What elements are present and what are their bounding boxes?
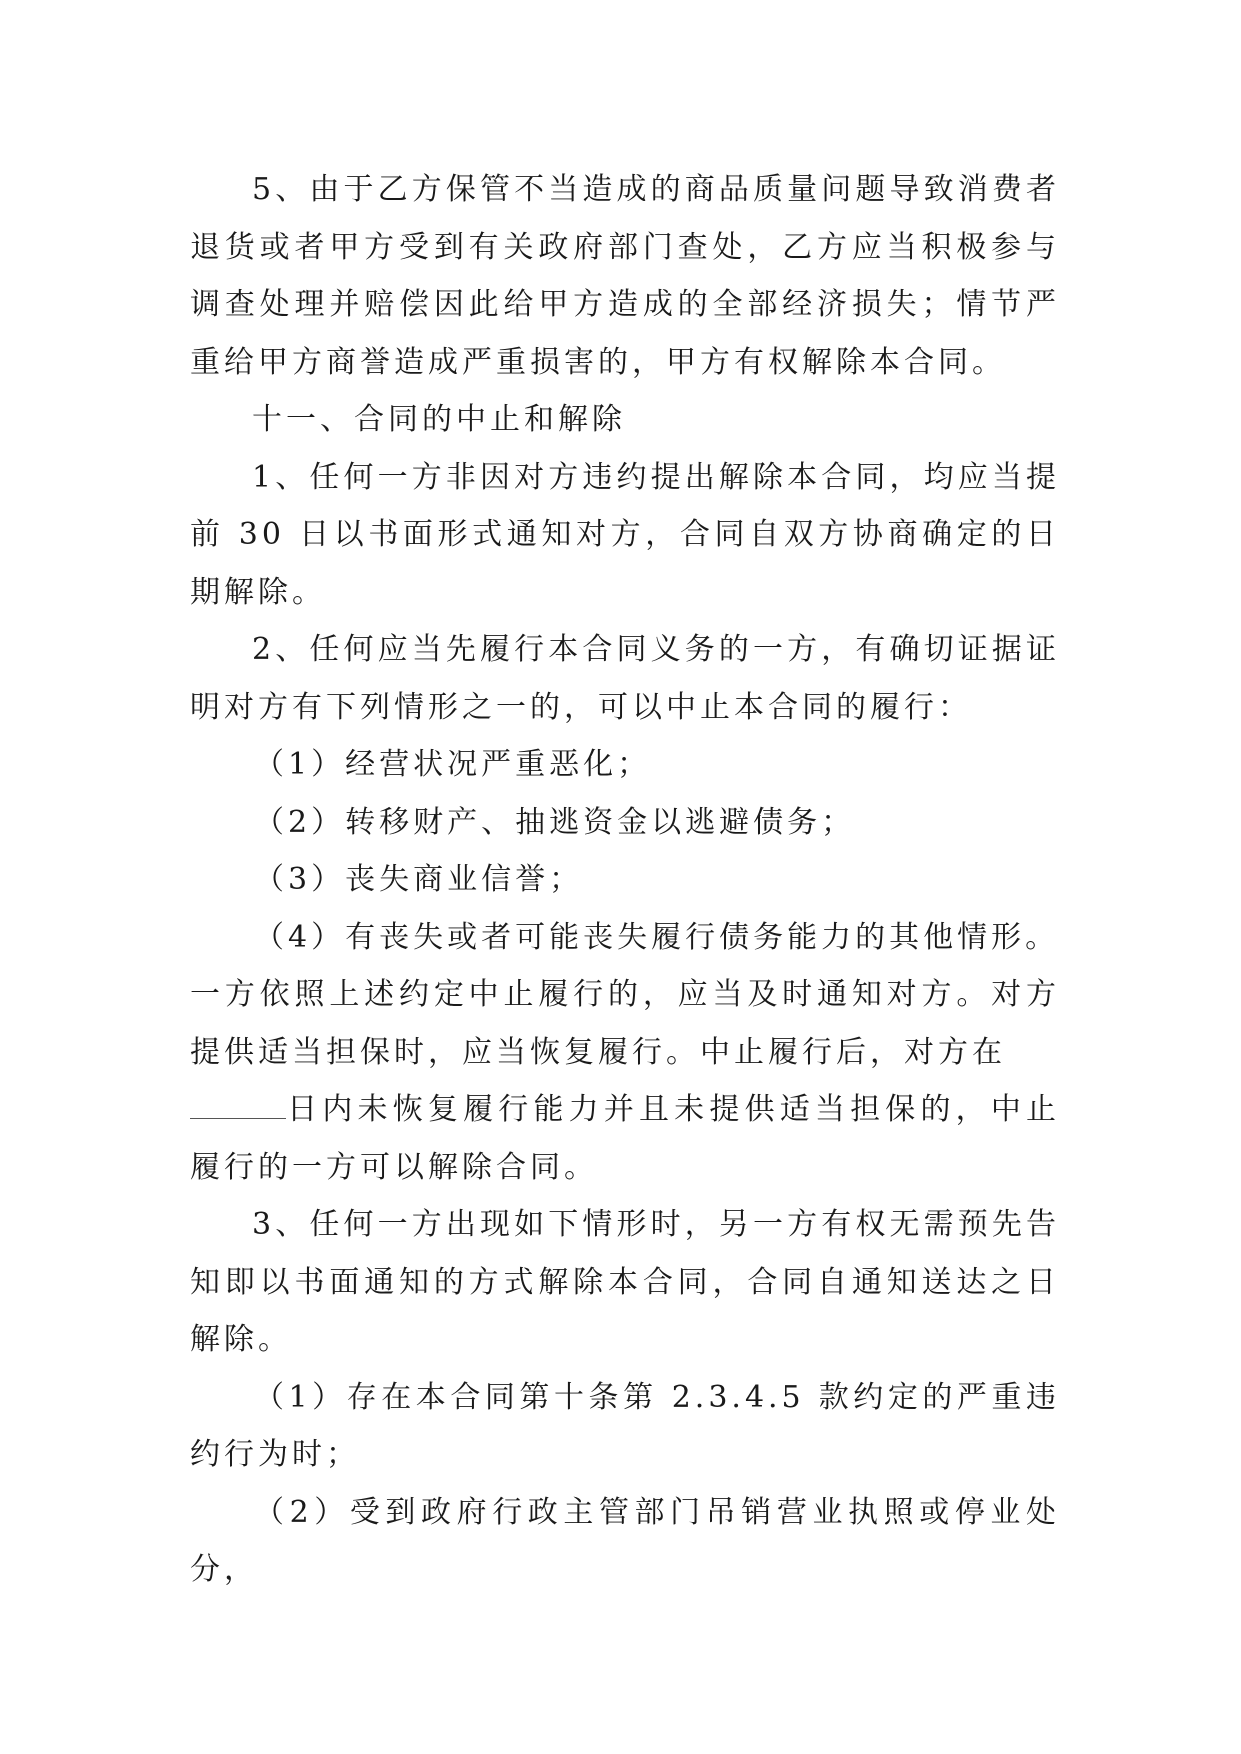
suspension-paragraph	[190, 966, 1060, 1196]
suspension-text-part-2: 日内未恢复履行能力并且未提供适当担保的，中止履行的一方可以解除合同。	[190, 1092, 1060, 1185]
section-heading-11: 十一、合同的中止和解除	[252, 402, 626, 437]
list-item: （4）有丧失或者可能丧失履行债务能力的其他情形。	[254, 919, 1060, 955]
clause-11-1: 1、任何一方非因对方违约提出解除本合同，均应当提前 30 日以书面形式通知对方，合同自双方协商确定的日期解除。	[190, 459, 1060, 610]
list-item: （2）受到政府行政主管部门吊销营业执照或停业处分，	[190, 1494, 1060, 1587]
list-item: （3）丧失商业信誉；	[254, 862, 584, 897]
list-item: （1）存在本合同第十条第 2.3.4.5 款约定的严重违约行为时；	[190, 1379, 1060, 1472]
fill-in-blank	[190, 1116, 286, 1119]
list-item: （2）转移财产、抽逃资金以逃避债务；	[254, 804, 856, 840]
suspension-text-part-1: 一方依照上述约定中止履行的，应当及时通知对方。对方提供适当担保时，应当恢复履行。中止履行后，对方在	[190, 977, 1060, 1070]
clause-11-3: 3、任何一方出现如下情形时，另一方有权无需预先告知即以书面通知的方式解除本合同，合同自通知送达之日解除。	[190, 1207, 1060, 1357]
clause-11-2: 2、任何应当先履行本合同义务的一方，有确切证据证明对方有下列情形之一的，可以中止本合同的履行：	[190, 632, 1060, 725]
clause-10-5: 5、由于乙方保管不当造成的商品质量问题导致消费者退货或者甲方受到有关政府部门查处，乙方应当积极参与调查处理并赔偿因此给甲方造成的全部经济损失；情节严重给甲方商誉造成严重损害的，甲方有权解除本合同。	[190, 172, 1060, 380]
document-body	[190, 161, 1060, 1599]
list-item: （1）经营状况严重恶化；	[254, 747, 652, 782]
